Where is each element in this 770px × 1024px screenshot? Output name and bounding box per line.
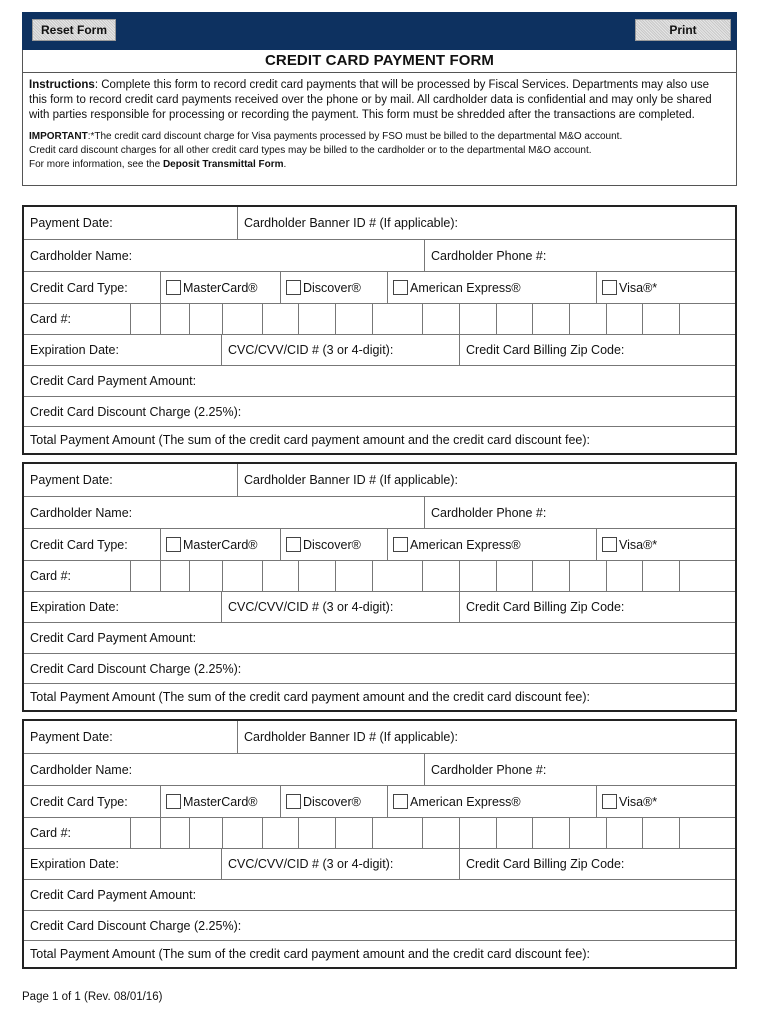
card-number-label: Card #: — [30, 826, 71, 840]
mastercard-option[interactable] — [160, 272, 280, 303]
page-footer: Page 1 of 1 (Rev. 08/01/16) — [22, 991, 163, 1003]
card-digit-box[interactable] — [496, 561, 533, 591]
cvc-field[interactable] — [221, 335, 459, 365]
card-digit-box[interactable] — [222, 818, 263, 848]
payment-date-field[interactable] — [24, 207, 237, 239]
cvc-label: CVC/CVV/CID # (3 or 4-digit): — [228, 343, 394, 357]
mastercard-checkbox[interactable] — [166, 537, 181, 552]
banner-id-field[interactable] — [237, 464, 735, 496]
banner-id-label: Cardholder Banner ID # (If applicable): — [244, 216, 459, 230]
mastercard-checkbox[interactable] — [166, 280, 181, 295]
billing-zip-label: Credit Card Billing Zip Code: — [466, 857, 625, 871]
card-digit-box[interactable] — [189, 561, 223, 591]
cvc-label: CVC/CVV/CID # (3 or 4-digit): — [228, 857, 394, 871]
form-title: CREDIT CARD PAYMENT FORM — [23, 50, 736, 73]
card-digit-box[interactable] — [130, 818, 161, 848]
visa-option[interactable] — [596, 786, 735, 817]
reset-form-button[interactable]: Reset Form — [32, 19, 116, 41]
billing-zip-field[interactable] — [459, 592, 735, 622]
discover-checkbox[interactable] — [286, 794, 301, 809]
total-amount-label: Total Payment Amount (The sum of the credit card payment amount and the credit card discount fee): — [30, 947, 591, 961]
total-amount-field[interactable] — [24, 427, 735, 453]
cvc-field[interactable] — [221, 849, 459, 879]
row-card-type — [24, 529, 735, 561]
card-digit-box[interactable] — [372, 818, 423, 848]
card-type-label: Credit Card Type: — [30, 794, 128, 809]
mastercard-option[interactable] — [160, 529, 280, 560]
card-digit-box[interactable] — [569, 818, 607, 848]
card-type-label-cell — [24, 272, 160, 303]
card-digit-box[interactable] — [496, 818, 533, 848]
card-digit-box[interactable] — [642, 304, 680, 334]
card-digit-box[interactable] — [532, 561, 570, 591]
discount-charge-field[interactable] — [24, 397, 735, 426]
payment-date-field[interactable] — [24, 721, 237, 753]
card-digit-box[interactable] — [222, 304, 263, 334]
card-digit-box[interactable] — [679, 304, 736, 334]
row-total-amount — [24, 427, 735, 453]
card-digit-box[interactable] — [606, 818, 643, 848]
card-digit-box[interactable] — [532, 818, 570, 848]
row-card-number — [24, 818, 735, 849]
card-type-label-cell — [24, 786, 160, 817]
row-card-number — [24, 304, 735, 335]
payment-amount-field[interactable] — [24, 623, 735, 653]
expiration-date-field[interactable] — [24, 335, 221, 365]
card-digit-box[interactable] — [262, 818, 299, 848]
important-text: :*The credit card discount charge for Visa payments processed by FSO must be billed to the departmental M&O account. — [87, 131, 623, 142]
row-card-type — [24, 272, 735, 304]
deposit-transmittal-link[interactable]: Deposit Transmittal Form — [162, 159, 284, 170]
cardholder-phone-field[interactable] — [424, 240, 735, 271]
card-type-label: Credit Card Type: — [30, 280, 128, 295]
cardholder-phone-label: Cardholder Phone #: — [431, 762, 547, 777]
card-digit-box[interactable] — [130, 561, 161, 591]
card-digit-box[interactable] — [160, 818, 190, 848]
billing-zip-label: Credit Card Billing Zip Code: — [466, 600, 625, 614]
card-digit-box[interactable] — [422, 304, 460, 334]
cardholder-phone-field[interactable] — [424, 497, 735, 528]
row-expiration — [24, 335, 735, 366]
row-cardholder — [24, 240, 735, 272]
card-digit-box[interactable] — [642, 561, 680, 591]
visa-label: Visa®* — [619, 794, 658, 809]
card-digit-box[interactable] — [532, 304, 570, 334]
billing-zip-field[interactable] — [459, 335, 735, 365]
row-expiration — [24, 849, 735, 880]
amex-label: American Express® — [410, 280, 521, 295]
expiration-date-field[interactable] — [24, 849, 221, 879]
payment-amount-field[interactable] — [24, 366, 735, 396]
row-payment-amount — [24, 366, 735, 397]
row-card-type — [24, 786, 735, 818]
row-expiration — [24, 592, 735, 623]
more-info-suffix: . — [283, 159, 287, 170]
discover-checkbox[interactable] — [286, 537, 301, 552]
banner-id-label: Cardholder Banner ID # (If applicable): — [244, 730, 459, 744]
payment-date-label: Payment Date: — [30, 216, 113, 230]
amex-option[interactable] — [387, 786, 596, 817]
amex-checkbox[interactable] — [393, 537, 408, 552]
row-discount-charge — [24, 654, 735, 684]
amex-option[interactable] — [387, 529, 596, 560]
row-cardholder — [24, 497, 735, 529]
card-digit-box[interactable] — [606, 304, 643, 334]
card-digit-box[interactable] — [335, 818, 373, 848]
card-digit-box[interactable] — [262, 561, 299, 591]
visa-checkbox[interactable] — [602, 794, 617, 809]
billing-zip-label: Credit Card Billing Zip Code: — [466, 343, 625, 357]
cvc-field[interactable] — [221, 592, 459, 622]
card-number-label-cell — [24, 304, 130, 334]
mastercard-label: MasterCard® — [183, 794, 258, 809]
card-digit-box[interactable] — [298, 818, 336, 848]
important-label: IMPORTANT — [29, 131, 88, 142]
payment-section — [22, 719, 737, 969]
card-digit-box[interactable] — [642, 818, 680, 848]
row-payment-date — [24, 207, 735, 240]
payment-date-label: Payment Date: — [30, 473, 113, 487]
payment-amount-label: Credit Card Payment Amount: — [30, 631, 197, 645]
amex-checkbox[interactable] — [393, 794, 408, 809]
payment-section — [22, 462, 737, 712]
payment-date-label: Payment Date: — [30, 730, 113, 744]
cardholder-name-label: Cardholder Name: — [30, 248, 133, 263]
discover-checkbox[interactable] — [286, 280, 301, 295]
visa-checkbox[interactable] — [602, 537, 617, 552]
visa-label: Visa®* — [619, 537, 658, 552]
card-digit-box[interactable] — [189, 818, 223, 848]
instructions-text: : Complete this form to record credit card payments that will be processed by Fiscal Services. Departments may also use this form to record credit card payments received over the phone or by mail. All cardholder data is confidential and may only be shared with parties responsible for processing or recording the payment. This form must be shredded after the transactions are completed. — [29, 79, 712, 121]
cardholder-name-label: Cardholder Name: — [30, 505, 133, 520]
row-card-number — [24, 561, 735, 592]
discount-charge-label: Credit Card Discount Charge (2.25%): — [30, 918, 242, 933]
card-digit-box[interactable] — [335, 304, 373, 334]
cardholder-phone-field[interactable] — [424, 754, 735, 785]
row-total-amount — [24, 941, 735, 967]
expiration-date-label: Expiration Date: — [30, 600, 119, 614]
instructions-label: Instructions — [29, 79, 95, 91]
more-info-prefix: For more information, see the — [29, 159, 163, 170]
card-digit-box[interactable] — [262, 304, 299, 334]
cardholder-name-label: Cardholder Name: — [30, 762, 133, 777]
mastercard-option[interactable] — [160, 786, 280, 817]
card-number-label: Card #: — [30, 569, 71, 583]
card-type-label-cell — [24, 529, 160, 560]
discover-option[interactable] — [280, 786, 387, 817]
expiration-date-label: Expiration Date: — [30, 857, 119, 871]
card-digit-box[interactable] — [459, 304, 497, 334]
discover-label: Discover® — [303, 794, 361, 809]
row-discount-charge — [24, 911, 735, 941]
cardholder-name-field[interactable] — [24, 497, 424, 528]
card-digit-box[interactable] — [160, 304, 190, 334]
banner-id-field[interactable] — [237, 721, 735, 753]
payment-amount-label: Credit Card Payment Amount: — [30, 374, 197, 388]
card-digit-box[interactable] — [679, 561, 736, 591]
payment-amount-label: Credit Card Payment Amount: — [30, 888, 197, 902]
card-digit-box[interactable] — [459, 818, 497, 848]
discount-charge-field[interactable] — [24, 654, 735, 683]
card-digit-box[interactable] — [569, 561, 607, 591]
row-payment-date — [24, 464, 735, 497]
discount-charge-label: Credit Card Discount Charge (2.25%): — [30, 404, 242, 419]
card-digit-box[interactable] — [679, 818, 736, 848]
card-digit-box[interactable] — [160, 561, 190, 591]
amex-label: American Express® — [410, 794, 521, 809]
total-amount-label: Total Payment Amount (The sum of the credit card payment amount and the credit card discount fee): — [30, 433, 591, 447]
cardholder-phone-label: Cardholder Phone #: — [431, 248, 547, 263]
cardholder-phone-label: Cardholder Phone #: — [431, 505, 547, 520]
total-amount-label: Total Payment Amount (The sum of the credit card payment amount and the credit card discount fee): — [30, 690, 591, 704]
visa-option[interactable] — [596, 272, 735, 303]
discount-charge-field[interactable] — [24, 911, 735, 940]
payment-date-field[interactable] — [24, 464, 237, 496]
visa-checkbox[interactable] — [602, 280, 617, 295]
payment-section — [22, 205, 737, 455]
expiration-date-label: Expiration Date: — [30, 343, 119, 357]
card-digit-box[interactable] — [372, 304, 423, 334]
expiration-date-field[interactable] — [24, 592, 221, 622]
row-payment-date — [24, 721, 735, 754]
discover-label: Discover® — [303, 537, 361, 552]
cardholder-name-field[interactable] — [24, 240, 424, 271]
cvc-label: CVC/CVV/CID # (3 or 4-digit): — [228, 600, 394, 614]
total-amount-field[interactable] — [24, 941, 735, 967]
payment-amount-field[interactable] — [24, 880, 735, 910]
card-digit-box[interactable] — [422, 561, 460, 591]
banner-id-field[interactable] — [237, 207, 735, 239]
billing-zip-field[interactable] — [459, 849, 735, 879]
visa-label: Visa®* — [619, 280, 658, 295]
discover-label: Discover® — [303, 280, 361, 295]
mastercard-label: MasterCard® — [183, 280, 258, 295]
card-digit-box[interactable] — [130, 304, 161, 334]
card-digit-box[interactable] — [222, 561, 263, 591]
card-digit-box[interactable] — [189, 304, 223, 334]
card-type-label: Credit Card Type: — [30, 537, 128, 552]
card-digit-box[interactable] — [422, 818, 460, 848]
card-digit-box[interactable] — [372, 561, 423, 591]
amex-checkbox[interactable] — [393, 280, 408, 295]
mastercard-checkbox[interactable] — [166, 794, 181, 809]
form-instructions-box — [22, 50, 737, 186]
amex-label: American Express® — [410, 537, 521, 552]
print-button[interactable]: Print — [635, 19, 731, 41]
card-digit-box[interactable] — [298, 561, 336, 591]
row-total-amount — [24, 684, 735, 710]
discover-option[interactable] — [280, 529, 387, 560]
instructions — [23, 73, 736, 123]
mastercard-label: MasterCard® — [183, 537, 258, 552]
card-digit-box[interactable] — [606, 561, 643, 591]
visa-option[interactable] — [596, 529, 735, 560]
amex-option[interactable] — [387, 272, 596, 303]
important-note — [23, 123, 736, 172]
row-discount-charge — [24, 397, 735, 427]
cardholder-name-field[interactable] — [24, 754, 424, 785]
card-digit-box[interactable] — [459, 561, 497, 591]
card-digit-box[interactable] — [298, 304, 336, 334]
row-payment-amount — [24, 623, 735, 654]
discount-charge-label: Credit Card Discount Charge (2.25%): — [30, 661, 242, 676]
form-header-bar — [22, 12, 737, 50]
banner-id-label: Cardholder Banner ID # (If applicable): — [244, 473, 459, 487]
card-digit-box[interactable] — [496, 304, 533, 334]
row-cardholder — [24, 754, 735, 786]
card-number-label: Card #: — [30, 312, 71, 326]
discover-option[interactable] — [280, 272, 387, 303]
card-digit-box[interactable] — [335, 561, 373, 591]
row-payment-amount — [24, 880, 735, 911]
card-digit-box[interactable] — [569, 304, 607, 334]
important-line-2: Credit card discount charges for all other credit card types may be billed to the cardholder or to the departmental M&O account. — [29, 145, 592, 156]
more-info-line — [29, 158, 730, 172]
card-number-label-cell — [24, 818, 130, 848]
card-number-label-cell — [24, 561, 130, 591]
total-amount-field[interactable] — [24, 684, 735, 710]
